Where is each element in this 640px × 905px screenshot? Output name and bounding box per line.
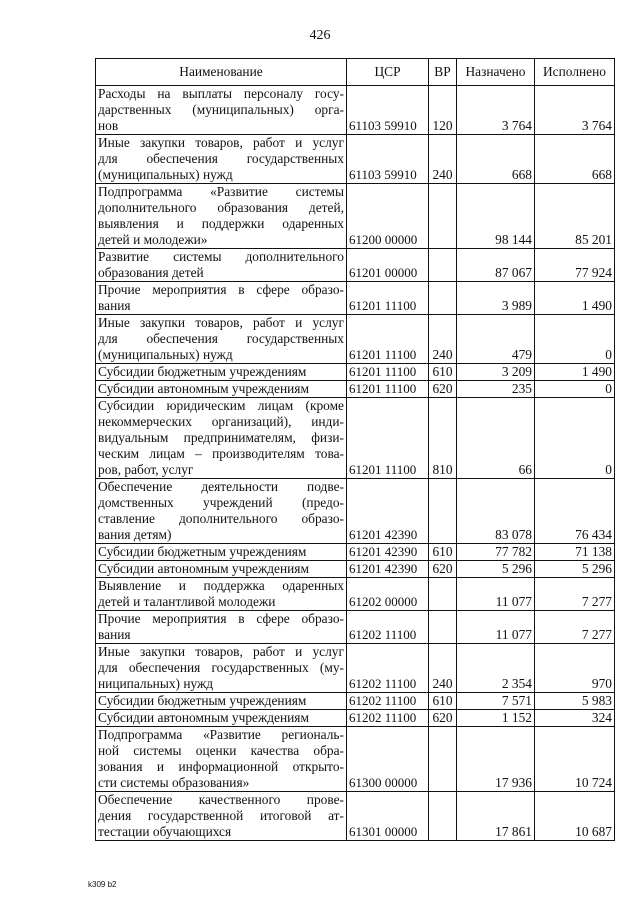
row-name-line: Субсидии бюджетным учреждениям [98,364,307,379]
row-assigned: 7 571 [457,693,535,710]
row-name [96,544,347,561]
row-executed: 668 [535,135,615,184]
row-vr: 240 [429,644,457,693]
row-csr: 61201 11100 [347,282,429,315]
row-vr [429,578,457,611]
table-body [96,86,615,841]
row-name-line: Обеспечение деятельности подве- [98,479,344,494]
table-row [96,561,615,578]
row-name-line: Подпрограмма «Развитие региональ- [98,727,344,742]
row-executed: 10 687 [535,792,615,841]
row-name [96,644,347,693]
row-vr: 240 [429,315,457,364]
header-csr: ЦСР [347,59,429,86]
row-executed: 0 [535,315,615,364]
row-name [96,135,347,184]
budget-table [95,58,615,841]
row-name [96,727,347,792]
row-name-line: Субсидии бюджетным учреждениям [98,693,307,708]
row-name-line: Субсидии автономным учреждениям [98,381,309,396]
row-csr: 61201 11100 [347,398,429,479]
row-name [96,364,347,381]
row-assigned: 3 989 [457,282,535,315]
row-name-line: вания детям) [98,527,172,542]
table-row [96,710,615,727]
row-name-line: (муниципальных) нужд [98,167,233,182]
row-assigned: 77 782 [457,544,535,561]
row-csr: 61103 59910 [347,86,429,135]
row-csr: 61202 11100 [347,693,429,710]
row-executed: 10 724 [535,727,615,792]
table-row [96,364,615,381]
row-name-line: Субсидии автономным учреждениям [98,561,309,576]
row-name-line: Иные закупки товаров, работ и услуг [98,644,344,659]
row-assigned: 98 144 [457,184,535,249]
row-assigned: 479 [457,315,535,364]
table-header-row [96,59,615,86]
row-name [96,611,347,644]
row-name [96,693,347,710]
row-name-line: для обеспечения государственных (му- [98,660,344,675]
row-name-line: детей и молодежи» [98,232,208,247]
row-name-line: ниципальных) нужд [98,676,214,691]
table-row [96,727,615,792]
row-name-line: дарственных (муниципальных) орга- [98,102,344,117]
table-row [96,135,615,184]
row-csr: 61201 11100 [347,381,429,398]
row-assigned: 17 936 [457,727,535,792]
row-executed: 5 983 [535,693,615,710]
row-name [96,792,347,841]
row-assigned: 5 296 [457,561,535,578]
row-name [96,381,347,398]
page-number: 426 [309,28,331,43]
row-vr [429,727,457,792]
row-name-line: домственных учреждений (предо- [98,495,344,510]
row-name-line: дения государственной итоговой ат- [98,808,344,823]
row-name-line: для обеспечения государственных [98,151,344,166]
row-csr: 61201 42390 [347,479,429,544]
row-name [96,86,347,135]
row-name-line: Прочие мероприятия в сфере образо- [98,611,344,626]
row-executed: 0 [535,381,615,398]
row-assigned: 11 077 [457,578,535,611]
row-csr: 61201 42390 [347,544,429,561]
row-vr [429,611,457,644]
row-vr [429,792,457,841]
row-name [96,282,347,315]
row-csr: 61201 00000 [347,249,429,282]
row-csr: 61201 42390 [347,561,429,578]
row-name-line: некоммерческих организаций), инди- [98,414,344,429]
row-executed: 85 201 [535,184,615,249]
row-name-line: Субсидии бюджетным учреждениям [98,544,307,559]
row-vr: 610 [429,364,457,381]
row-executed: 76 434 [535,479,615,544]
header-vr: ВР [429,59,457,86]
row-assigned: 1 152 [457,710,535,727]
row-name [96,710,347,727]
row-csr: 61202 11100 [347,710,429,727]
row-executed: 7 277 [535,578,615,611]
row-name-line: дополнительного образования детей, [98,200,344,215]
row-assigned: 668 [457,135,535,184]
row-name-line: зования и информационной открыто- [98,759,344,774]
row-name-line: вания [98,627,131,642]
row-executed: 324 [535,710,615,727]
table-row [96,544,615,561]
row-csr: 61200 00000 [347,184,429,249]
table-row [96,578,615,611]
row-vr: 810 [429,398,457,479]
row-assigned: 2 354 [457,644,535,693]
row-vr [429,479,457,544]
row-name-line: Иные закупки товаров, работ и услуг [98,315,344,330]
row-vr: 620 [429,381,457,398]
row-assigned: 83 078 [457,479,535,544]
row-csr: 61202 11100 [347,644,429,693]
row-name [96,398,347,479]
row-csr: 61202 00000 [347,578,429,611]
table-row [96,792,615,841]
row-vr: 120 [429,86,457,135]
row-name [96,315,347,364]
row-name-line: Прочие мероприятия в сфере образо- [98,282,344,297]
row-vr [429,184,457,249]
row-name [96,184,347,249]
table-row [96,249,615,282]
row-executed: 71 138 [535,544,615,561]
row-executed: 5 296 [535,561,615,578]
table-row [96,611,615,644]
row-csr: 61103 59910 [347,135,429,184]
table-row [96,693,615,710]
row-name-line: Развитие системы дополнительного [98,249,344,264]
row-name-line: Выявление и поддержка одаренных [98,578,344,593]
row-name [96,249,347,282]
row-assigned: 3 764 [457,86,535,135]
row-name-line: нов [98,118,119,133]
table-row [96,479,615,544]
row-assigned: 11 077 [457,611,535,644]
row-csr: 61202 11100 [347,611,429,644]
row-name [96,561,347,578]
row-name-line: ров, работ, услуг [98,462,194,477]
row-name-line: образования детей [98,265,204,280]
row-name-line: Иные закупки товаров, работ и услуг [98,135,344,150]
table-row [96,644,615,693]
row-assigned: 3 209 [457,364,535,381]
row-name-line: ставление дополнительного образо- [98,511,344,526]
header-name: Наименование [96,59,347,86]
row-csr: 61201 11100 [347,315,429,364]
row-name-line: сти системы образования» [98,775,250,790]
table-row [96,86,615,135]
row-csr: 61301 00000 [347,792,429,841]
row-assigned: 17 861 [457,792,535,841]
row-name-line: выявления и поддержки одаренных [98,216,344,231]
header-assigned: Назначено [457,59,535,86]
table-row [96,282,615,315]
row-name-line: вания [98,298,131,313]
row-name-line: ческим лицам – производителям това- [98,446,344,461]
row-name-line: Субсидии автономным учреждениям [98,710,309,725]
row-vr: 620 [429,710,457,727]
row-csr: 61300 00000 [347,727,429,792]
row-vr: 610 [429,544,457,561]
row-name-line: видуальным предпринимателям, физи- [98,430,344,445]
row-executed: 77 924 [535,249,615,282]
row-name-line: детей и талантливой молодежи [98,594,276,609]
row-executed: 1 490 [535,282,615,315]
row-name-line: для обеспечения государственных [98,331,344,346]
row-assigned: 235 [457,381,535,398]
row-name-line: ной системы оценки качества обра- [98,743,344,758]
row-name [96,578,347,611]
row-name-line: тестации обучающихся [98,824,232,839]
table-row [96,381,615,398]
row-name-line: (муниципальных) нужд [98,347,233,362]
row-assigned: 87 067 [457,249,535,282]
row-executed: 1 490 [535,364,615,381]
table-row [96,398,615,479]
row-csr: 61201 11100 [347,364,429,381]
footer-code: k309 b2 [88,880,117,889]
row-name-line: Субсидии юридическим лицам (кроме [98,398,344,413]
row-name-line: Расходы на выплаты персоналу госу- [98,86,344,101]
table-row [96,184,615,249]
row-vr [429,249,457,282]
row-name [96,479,347,544]
row-vr: 610 [429,693,457,710]
row-vr [429,282,457,315]
row-name-line: Обеспечение качественного прове- [98,792,344,807]
row-executed: 3 764 [535,86,615,135]
row-vr: 620 [429,561,457,578]
table-row [96,315,615,364]
header-executed: Исполнено [535,59,615,86]
row-executed: 7 277 [535,611,615,644]
row-vr: 240 [429,135,457,184]
row-assigned: 66 [457,398,535,479]
row-executed: 970 [535,644,615,693]
row-name-line: Подпрограмма «Развитие системы [98,184,344,199]
row-executed: 0 [535,398,615,479]
